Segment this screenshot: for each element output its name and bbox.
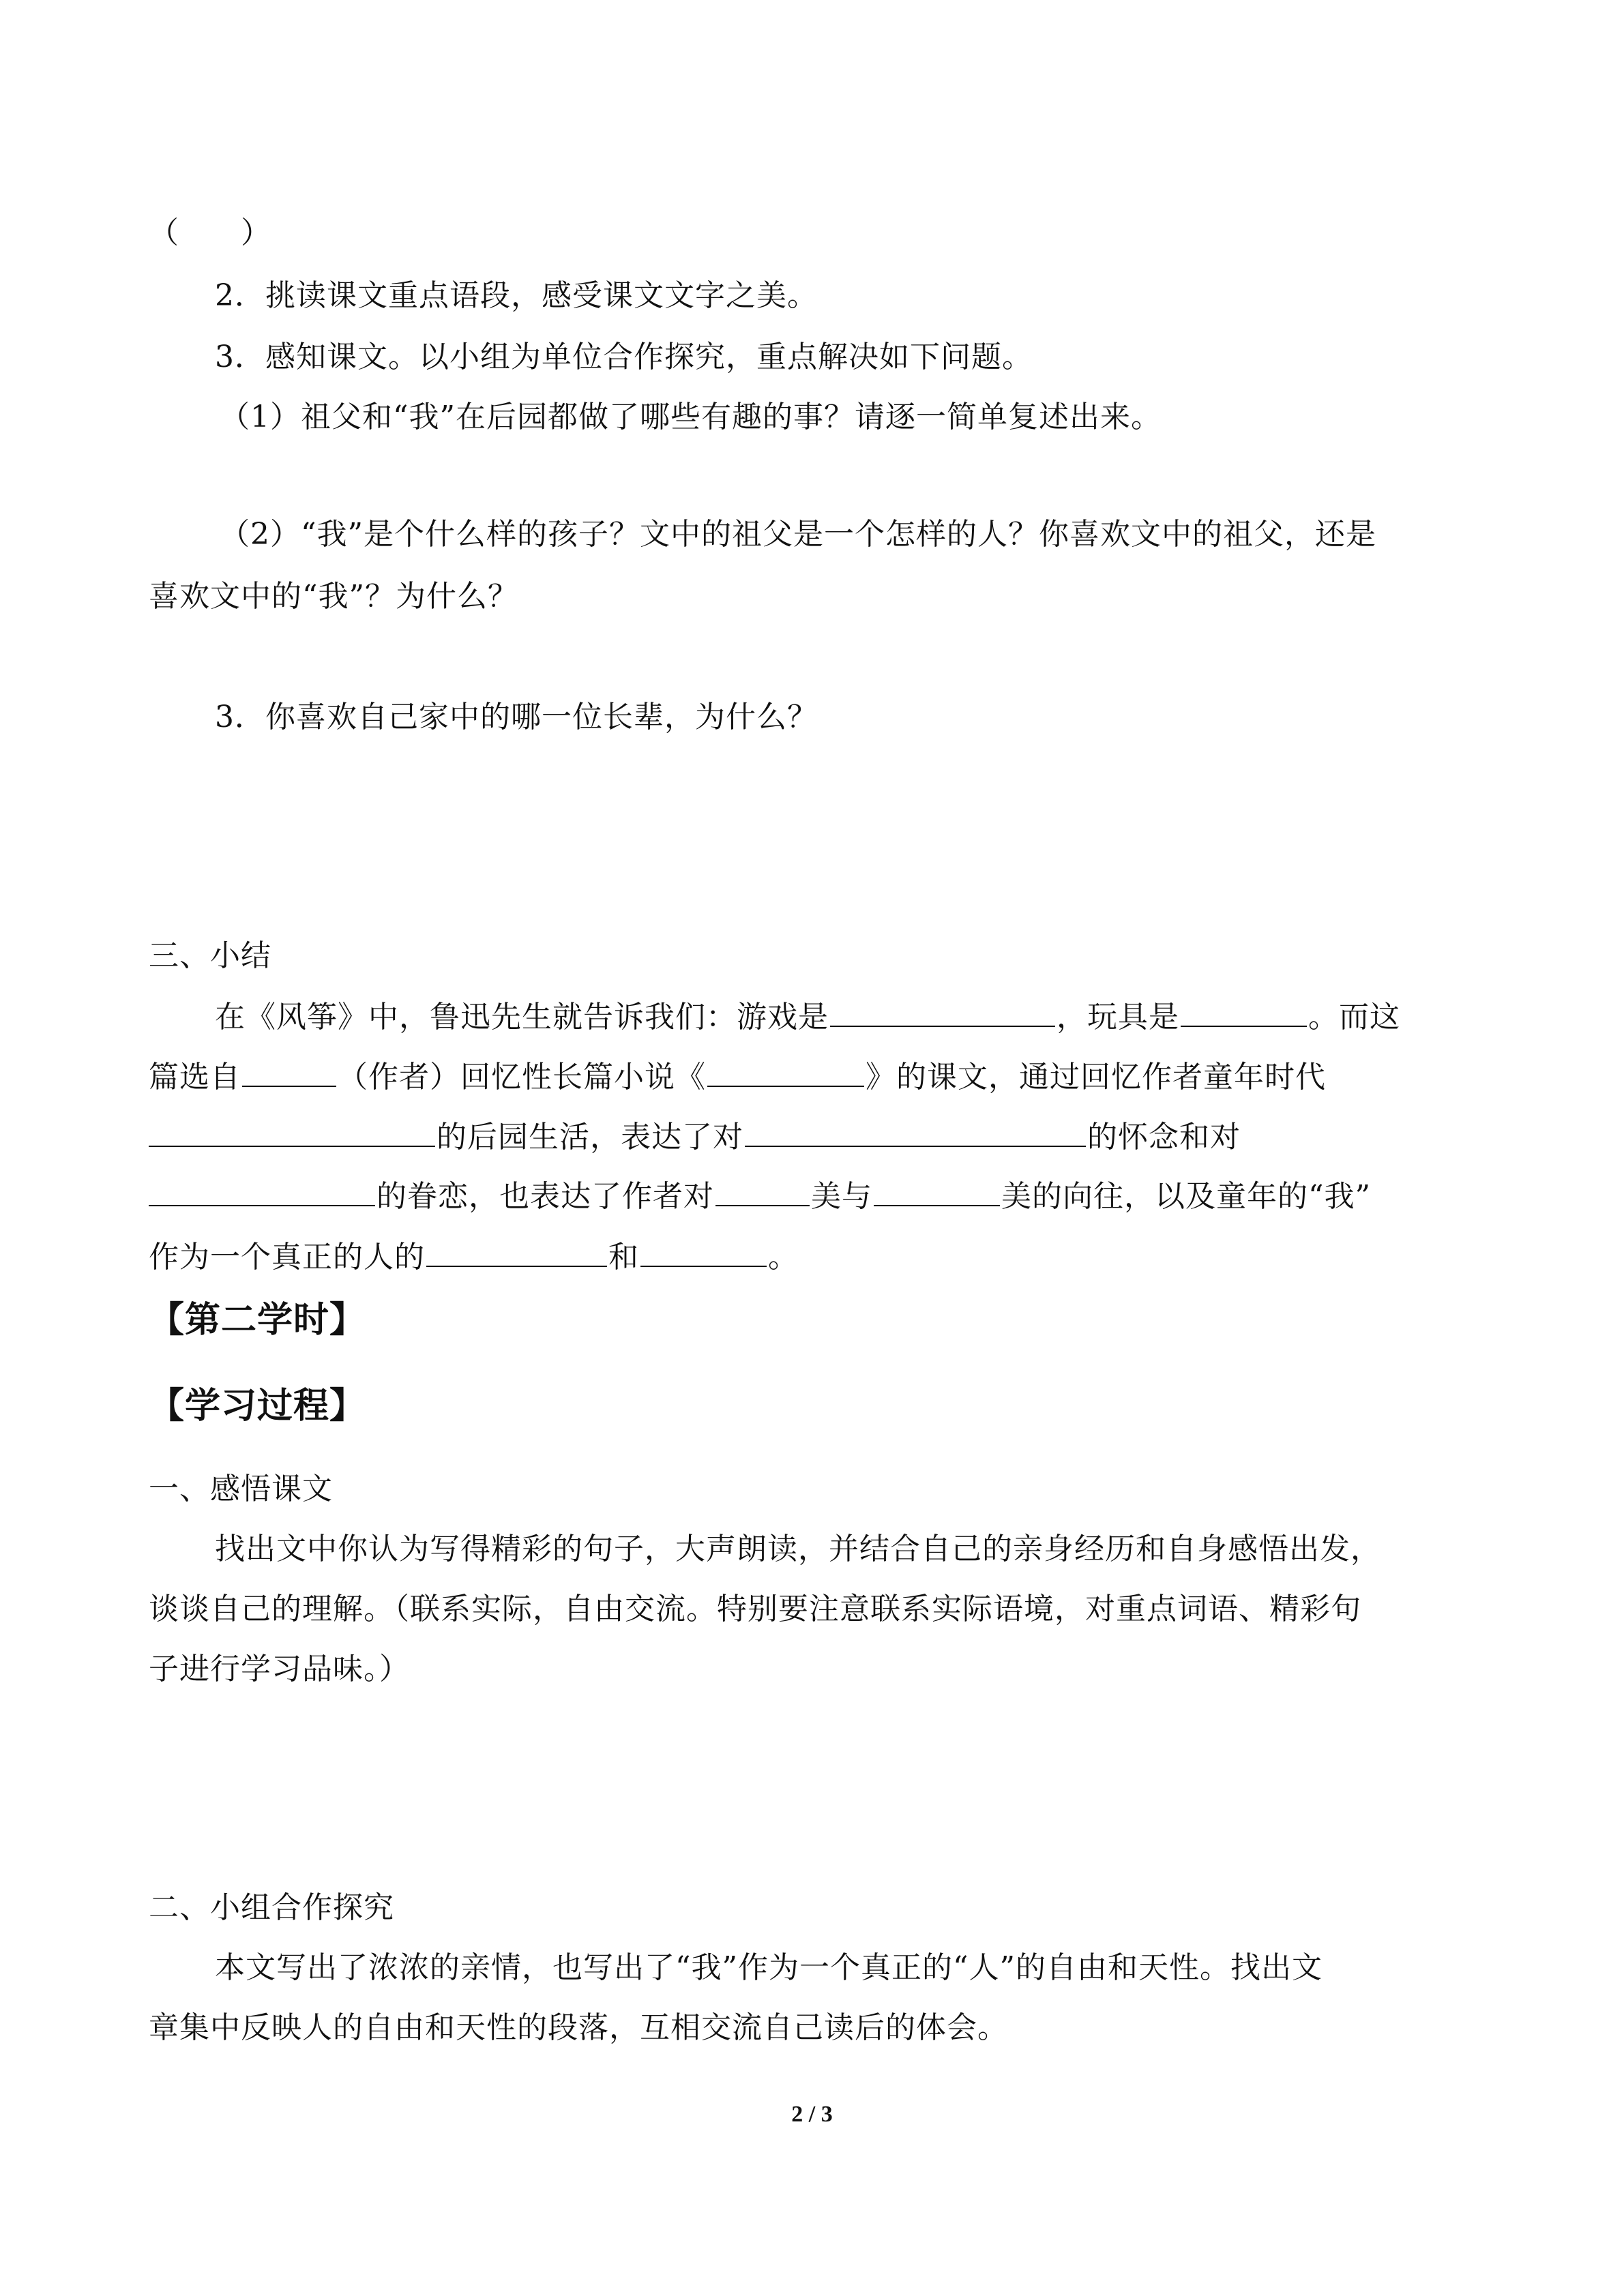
item-2: 2．挑读课文重点语段，感受课文文字之美。 — [215, 278, 818, 313]
question-2-line1: （2）“我”是个什么样的孩子？文中的祖父是一个怎样的人？你喜欢文中的祖父，还是 — [220, 517, 1376, 552]
fill-blank[interactable] — [1181, 996, 1307, 1027]
second-period-heading: 【第二学时】 — [149, 1299, 366, 1341]
fill-blank[interactable] — [874, 1175, 1000, 1206]
fill-blank[interactable] — [715, 1175, 810, 1206]
question-2-line2: 喜欢文中的“我”？为什么？ — [149, 579, 518, 614]
section1-para-line2: 谈谈自己的理解。（联系实际，自由交流。特别要注意联系实际语境，对重点词语、精彩句 — [149, 1592, 1361, 1626]
section1-title: 一、感悟课文 — [149, 1472, 333, 1506]
section2-para-line2: 章集中反映人的自由和天性的段落，互相交流自己读后的体会。 — [149, 2010, 1008, 2045]
page-number: 2 / 3 — [791, 2102, 833, 2127]
section2-para-line1: 本文写出了浓浓的亲情，也写出了“我”作为一个真正的“人”的自由和天性。找出文 — [215, 1950, 1323, 1985]
answer-parentheses: （ ） — [149, 215, 271, 250]
summary-line4: 的眷恋，也表达了作者对 美与 美的向往，以及童年的“我” — [149, 1175, 1371, 1217]
fill-blank[interactable] — [149, 1175, 375, 1206]
summary-title: 三、小结 — [149, 938, 271, 973]
section2-title: 二、小组合作探究 — [149, 1890, 394, 1925]
fill-blank[interactable] — [745, 1116, 1086, 1147]
fill-blank[interactable] — [707, 1056, 864, 1087]
fill-blank[interactable] — [149, 1116, 435, 1147]
question-3: 3．你喜欢自己家中的哪一位长辈，为什么？ — [215, 700, 818, 734]
summary-line1: 在《风筝》中，鲁迅先生就告诉我们：游戏是 ，玩具是 。而这 — [215, 996, 1400, 1038]
fill-blank[interactable] — [242, 1056, 336, 1087]
item-3: 3．感知课文。以小组为单位合作探究，重点解决如下问题。 — [215, 340, 1033, 374]
fill-blank[interactable] — [830, 996, 1055, 1027]
summary-line2: 篇选自 （作者）回忆性长篇小说《 》的课文，通过回忆作者童年时代 — [149, 1056, 1326, 1098]
learning-process-heading: 【学习过程】 — [149, 1385, 366, 1427]
fill-blank[interactable] — [640, 1236, 767, 1267]
question-1: （1）祖父和“我”在后园都做了哪些有趣的事？请逐一简单复述出来。 — [220, 400, 1162, 434]
section1-para-line1: 找出文中你认为写得精彩的句子，大声朗读，并结合自己的亲身经历和自身感悟出发， — [215, 1532, 1381, 1566]
summary-line3: 的后园生活，表达了对 的怀念和对 — [149, 1116, 1241, 1158]
section1-para-line3: 子进行学习品味。） — [149, 1652, 410, 1686]
fill-blank[interactable] — [426, 1236, 607, 1267]
summary-line5: 作为一个真正的人的 和 。 — [149, 1236, 799, 1278]
